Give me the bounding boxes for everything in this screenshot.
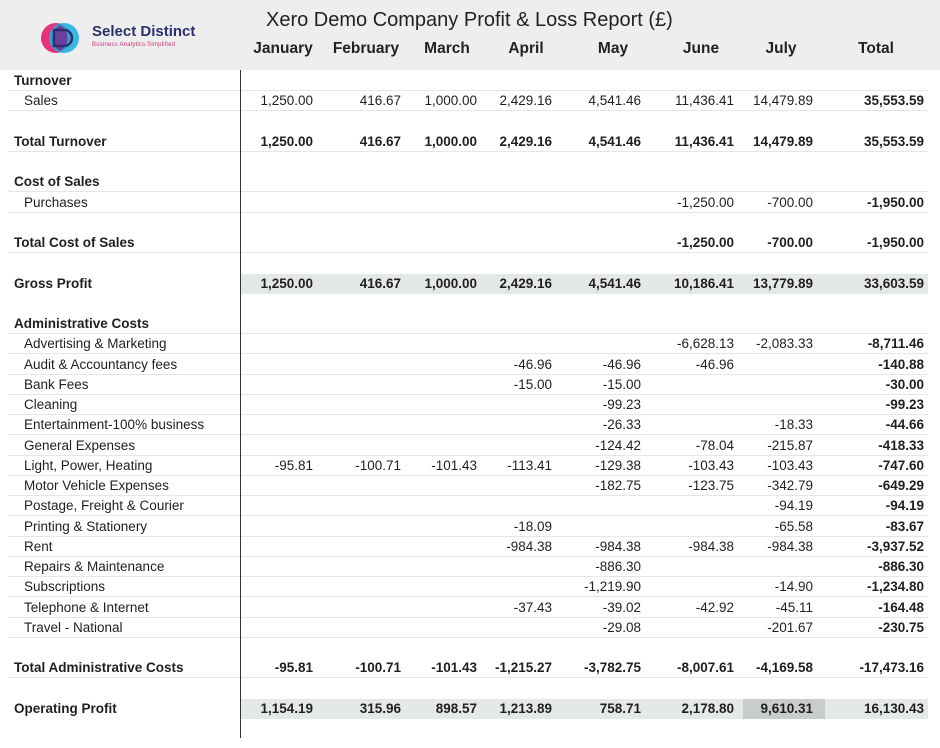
value-cell-march[interactable]: 1,000.00 <box>424 93 477 109</box>
value-cell-june[interactable]: -1,250.00 <box>676 235 734 250</box>
value-cell-may[interactable]: -886.30 <box>595 559 641 574</box>
line-item-row <box>8 375 928 395</box>
value-cell-july[interactable]: -2,083.33 <box>755 336 813 352</box>
row-label: Advertising & Marketing <box>24 336 167 352</box>
row-label: Motor Vehicle Expenses <box>24 478 169 493</box>
row-label: Rent <box>24 538 53 554</box>
value-cell-april[interactable]: 2,429.16 <box>499 275 552 291</box>
value-cell-may[interactable]: -39.02 <box>602 599 641 615</box>
row-label: Gross Profit <box>14 275 93 291</box>
value-cell-total[interactable]: -747.60 <box>878 457 924 473</box>
highlight-row <box>8 274 928 294</box>
line-item-row <box>8 436 928 456</box>
line-item-row <box>8 355 928 375</box>
value-cell-july[interactable]: 13,779.89 <box>752 275 813 291</box>
line-item-row <box>8 496 928 516</box>
value-cell-june[interactable]: -42.92 <box>695 599 734 615</box>
value-cell-may[interactable]: -129.38 <box>595 457 641 473</box>
value-cell-april[interactable]: -46.96 <box>513 356 552 372</box>
value-cell-total[interactable]: 35,553.59 <box>863 133 924 149</box>
row-label: Turnover <box>14 73 72 88</box>
line-item-row <box>8 476 928 496</box>
value-cell-total[interactable]: -94.19 <box>885 498 924 514</box>
value-cell-july[interactable]: -201.67 <box>767 619 813 635</box>
row-label: Repairs & Maintenance <box>24 559 165 574</box>
row-label: Telephone & Internet <box>24 599 149 615</box>
row-label: Travel - National <box>24 619 123 635</box>
value-cell-july[interactable]: -65.58 <box>774 518 813 534</box>
value-cell-june[interactable]: 10,186.41 <box>673 275 734 291</box>
value-cell-may[interactable]: 758.71 <box>599 700 641 716</box>
line-item-row <box>8 415 928 435</box>
value-cell-july[interactable]: 14,479.89 <box>752 133 813 149</box>
value-cell-april[interactable]: -113.41 <box>507 457 552 473</box>
total-row <box>8 233 928 253</box>
value-cell-july[interactable]: -103.43 <box>767 457 813 473</box>
section-row <box>8 172 928 192</box>
value-cell-june[interactable]: -8,007.61 <box>676 660 734 676</box>
value-cell-march[interactable]: -101.43 <box>431 457 477 473</box>
value-cell-july[interactable]: 9,610.31 <box>760 700 813 716</box>
line-item-row <box>8 91 928 111</box>
value-cell-may[interactable]: -99.23 <box>602 397 641 412</box>
value-cell-february[interactable]: 416.67 <box>359 93 401 109</box>
row-label: General Expenses <box>24 437 136 453</box>
value-cell-july[interactable]: -4,169.58 <box>755 660 813 676</box>
value-cell-april[interactable]: 2,429.16 <box>499 93 552 109</box>
value-cell-may[interactable]: -3,782.75 <box>583 660 641 676</box>
brand-tagline: Business Analytics Simplified <box>92 42 176 48</box>
column-header-february[interactable]: February <box>332 40 400 57</box>
column-header-may[interactable]: May <box>597 40 629 57</box>
value-cell-may[interactable]: 4,541.46 <box>588 133 641 149</box>
value-cell-april[interactable]: 1,213.89 <box>499 700 552 716</box>
value-cell-july[interactable]: -45.11 <box>775 599 813 615</box>
row-label: Cost of Sales <box>14 174 100 190</box>
value-cell-april[interactable]: -15.00 <box>513 376 552 392</box>
column-header-total[interactable]: Total <box>858 40 894 57</box>
value-cell-april[interactable]: 2,429.16 <box>499 133 552 149</box>
value-cell-april[interactable]: -37.43 <box>513 599 552 615</box>
value-cell-may[interactable]: 4,541.46 <box>588 93 641 109</box>
column-header-april[interactable]: April <box>508 40 544 57</box>
value-cell-july[interactable]: -18.33 <box>774 417 813 433</box>
report-title: Xero Demo Company Profit & Loss Report (£) <box>266 9 673 31</box>
value-cell-april[interactable]: -984.38 <box>506 538 552 554</box>
value-cell-total[interactable]: -17,473.16 <box>859 660 924 676</box>
value-cell-july[interactable]: -700.00 <box>767 235 813 250</box>
value-cell-june[interactable]: -78.04 <box>695 437 734 453</box>
value-cell-march[interactable]: -101.43 <box>431 660 477 676</box>
value-cell-january[interactable]: 1,250.00 <box>260 275 313 291</box>
value-cell-total[interactable]: -44.66 <box>885 417 924 433</box>
value-cell-total[interactable]: -164.48 <box>878 599 924 615</box>
value-cell-may[interactable]: -26.33 <box>602 417 641 433</box>
spacer-row <box>8 152 928 172</box>
value-cell-july[interactable]: -14.90 <box>774 579 813 595</box>
row-label: Sales <box>24 93 58 109</box>
value-cell-january[interactable]: 1,250.00 <box>260 93 313 109</box>
value-cell-total[interactable]: -1,234.80 <box>866 579 924 595</box>
value-cell-may[interactable]: -984.38 <box>595 538 641 554</box>
value-cell-may[interactable]: -182.75 <box>595 478 641 493</box>
value-cell-june[interactable]: -6,628.13 <box>676 336 734 352</box>
column-header-january[interactable]: January <box>253 40 313 57</box>
value-cell-june[interactable]: 11,436.41 <box>674 133 734 149</box>
row-label: Operating Profit <box>14 700 117 716</box>
value-cell-july[interactable]: -215.87 <box>767 437 813 453</box>
spacer-row <box>8 679 928 699</box>
column-divider <box>240 70 241 738</box>
select-distinct-logo-icon <box>40 18 80 58</box>
value-cell-july[interactable]: -342.79 <box>767 478 813 493</box>
section-row <box>8 71 928 91</box>
brand-logo <box>40 18 205 58</box>
value-cell-july[interactable]: -700.00 <box>767 194 813 210</box>
value-cell-february[interactable]: 315.96 <box>359 700 401 716</box>
value-cell-january[interactable]: -95.81 <box>274 457 313 473</box>
value-cell-total[interactable]: 35,553.59 <box>863 93 924 109</box>
value-cell-total[interactable]: -8,711.46 <box>867 336 924 352</box>
value-cell-total[interactable]: 16,130.43 <box>863 700 924 716</box>
row-label: Postage, Freight & Courier <box>24 498 184 514</box>
line-item-row <box>8 618 928 638</box>
value-cell-may[interactable]: -15.00 <box>602 376 641 392</box>
value-cell-total[interactable]: -1,950.00 <box>866 235 924 250</box>
value-cell-may[interactable]: -1,219.90 <box>583 579 641 595</box>
row-label: Light, Power, Heating <box>24 457 153 473</box>
value-cell-june[interactable]: -1,250.00 <box>676 194 734 210</box>
row-label: Purchases <box>24 194 88 210</box>
value-cell-may[interactable]: -29.08 <box>602 619 641 635</box>
value-cell-total[interactable]: -83.67 <box>885 518 924 534</box>
value-cell-total[interactable]: 33,603.59 <box>863 275 924 291</box>
row-label: Subscriptions <box>24 579 106 595</box>
row-label: Total Administrative Costs <box>14 660 184 676</box>
value-cell-april[interactable]: -18.09 <box>513 518 552 534</box>
value-cell-june[interactable]: 2,178.80 <box>681 700 734 716</box>
row-label: Total Turnover <box>14 133 107 149</box>
highlight-row <box>8 699 928 719</box>
row-label: Entertainment-100% business <box>24 417 205 433</box>
value-cell-june[interactable]: -46.96 <box>695 356 734 372</box>
column-header-march[interactable]: March <box>424 40 470 57</box>
value-cell-july[interactable]: -984.38 <box>767 538 813 554</box>
row-label: Bank Fees <box>24 376 89 392</box>
value-cell-june[interactable]: -103.43 <box>688 457 734 473</box>
line-item-row <box>8 456 928 476</box>
value-cell-february[interactable]: -100.71 <box>355 457 401 473</box>
column-header-july[interactable]: July <box>765 40 797 57</box>
column-header-june[interactable]: June <box>682 40 720 57</box>
value-cell-april[interactable]: -1,215.27 <box>494 660 552 676</box>
line-item-row <box>8 517 928 537</box>
value-cell-january[interactable]: 1,154.19 <box>260 700 313 716</box>
spacer-row <box>8 213 928 233</box>
value-cell-june[interactable]: 11,436.41 <box>674 93 734 109</box>
value-cell-june[interactable]: -123.75 <box>688 478 734 493</box>
value-cell-july[interactable]: -94.19 <box>774 498 813 514</box>
value-cell-total[interactable]: -418.33 <box>878 437 924 453</box>
value-cell-january[interactable]: -95.81 <box>274 660 313 676</box>
line-item-row <box>8 577 928 597</box>
row-label: Cleaning <box>24 397 78 412</box>
line-item-row <box>8 598 928 618</box>
value-cell-total[interactable]: -3,937.52 <box>866 538 924 554</box>
value-cell-total[interactable]: -649.29 <box>878 478 924 493</box>
spacer-row <box>8 253 928 273</box>
value-cell-total[interactable]: -99.23 <box>885 397 924 412</box>
value-cell-february[interactable]: 416.67 <box>359 133 401 149</box>
line-item-row <box>8 395 928 415</box>
value-cell-total[interactable]: -886.30 <box>878 559 924 574</box>
line-item-row <box>8 334 928 354</box>
value-cell-february[interactable]: -100.71 <box>355 660 401 676</box>
value-cell-january[interactable]: 1,250.00 <box>260 133 313 149</box>
line-item-row <box>8 193 928 213</box>
value-cell-february[interactable]: 416.67 <box>359 275 401 291</box>
value-cell-may[interactable]: -124.42 <box>595 437 641 453</box>
total-row <box>8 658 928 678</box>
value-cell-may[interactable]: 4,541.46 <box>588 275 641 291</box>
section-row <box>8 314 928 334</box>
spacer-row <box>8 294 928 314</box>
row-label: Audit & Accountancy fees <box>24 356 178 372</box>
value-cell-total[interactable]: -140.88 <box>878 356 924 372</box>
line-item-row <box>8 557 928 577</box>
value-cell-total[interactable]: -230.75 <box>878 619 924 635</box>
value-cell-june[interactable]: -984.38 <box>688 538 734 554</box>
value-cell-total[interactable]: -30.00 <box>885 376 924 392</box>
row-label: Administrative Costs <box>14 316 150 331</box>
total-row <box>8 132 928 152</box>
spacer-row <box>8 638 928 658</box>
value-cell-july[interactable]: 14,479.89 <box>752 93 813 109</box>
brand-name: Select Distinct <box>92 23 196 40</box>
value-cell-total[interactable]: -1,950.00 <box>866 194 924 210</box>
row-highlight-band <box>241 274 928 294</box>
value-cell-may[interactable]: -46.96 <box>602 356 641 372</box>
value-cell-march[interactable]: 1,000.00 <box>424 275 477 291</box>
value-cell-march[interactable]: 1,000.00 <box>424 133 477 149</box>
value-cell-march[interactable]: 898.57 <box>435 700 477 716</box>
row-label: Printing & Stationery <box>24 518 148 534</box>
spacer-row <box>8 112 928 132</box>
row-label: Total Cost of Sales <box>14 235 135 250</box>
line-item-row <box>8 537 928 557</box>
